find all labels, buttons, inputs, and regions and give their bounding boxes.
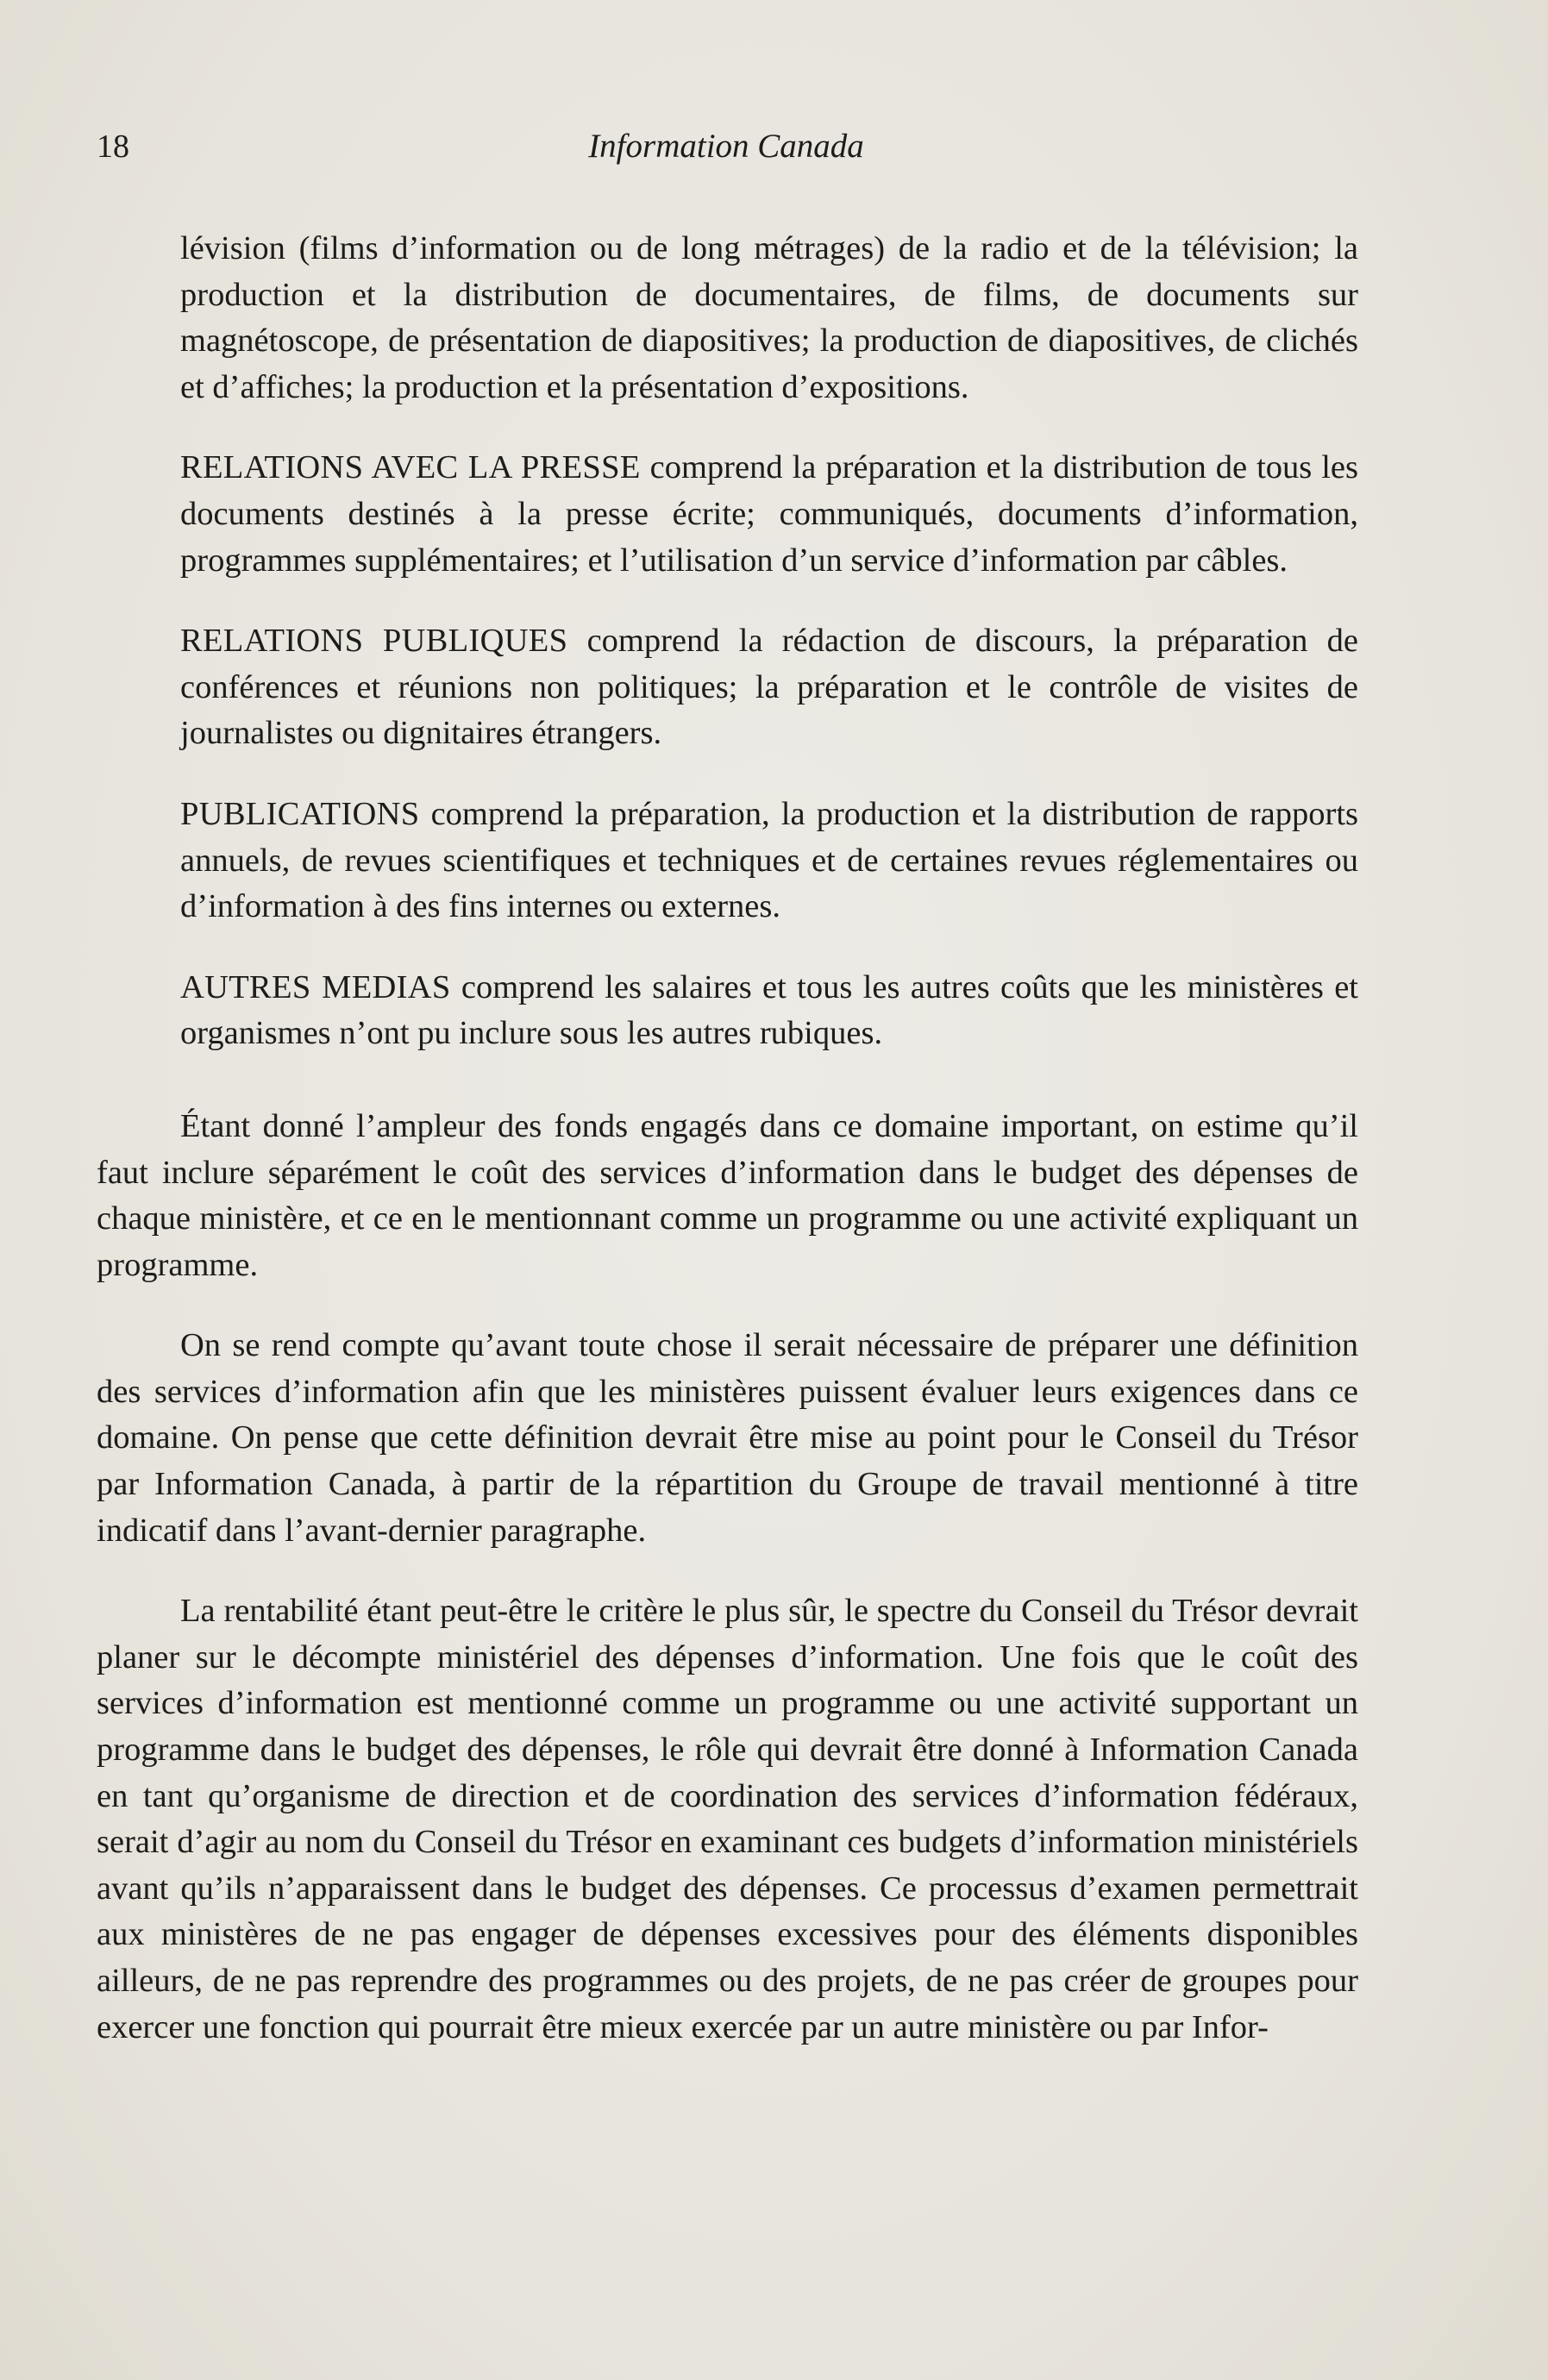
category-term: AUTRES MEDIAS (180, 968, 451, 1005)
category-term: PUBLICATIONS (180, 795, 420, 832)
category-description: comprend la préparation, la production et la distribution de rapports annuels, de revues scientifiques et techniques et de certaines revues réglementaires ou d’information à des fins internes ou externes. (180, 795, 1358, 925)
category-item (180, 618, 1358, 757)
body-paragraph: On se rend compte qu’avant toute chose il serait nécessaire de préparer une définition des services d’information afin que les ministères puissent évaluer leurs exigences dans ce domaine. On pense que cette définition devrait être mise au point pour le Conseil du Trésor par Information Canada, à partir de la répartition du Groupe de travail mentionné à titre indicatif dans l’avant-dernier paragraphe. (97, 1327, 1358, 1549)
category-term: RELATIONS AVEC LA PRESSE (180, 449, 641, 486)
category-item (180, 965, 1358, 1057)
category-list (97, 226, 1358, 1057)
category-description: comprend les salaires et tous les autres coûts que les ministères et organismes n’ont pu inclure sous les autres rubiques. (180, 968, 1358, 1052)
body-paragraph: Étant donné l’ampleur des fonds engagés dans ce domaine important, on estime qu’il faut inclure séparément le coût des services d’information dans le budget des dépenses de chaque ministère, et ce en le mentionnant comme un programme ou une activité expliquant un programme. (97, 1107, 1358, 1283)
category-item (180, 445, 1358, 584)
category-item (180, 792, 1358, 930)
running-title: Information Canada (588, 128, 864, 165)
category-term: RELATIONS PUBLIQUES (180, 623, 568, 660)
body-paragraph: La rentabilité étant peut-être le critère le plus sûr, le spectre du Conseil du Trésor devrait planer sur le décompte ministériel des dépenses d’information. Une fois que le coût des services d’information est mentionné comme un programme ou une activité supportant un programme dans le budget des dépenses, le rôle qui devrait être donné à Information Canada en tant qu’organisme de direction et de coordination des services d’information fédéraux, serait d’agir au nom du Conseil du Trésor en examinant ces budgets d’information ministériels avant qu’ils n’apparaissent dans le budget des dépenses. Ce processus d’examen permettrait aux ministères de ne pas engager de dépenses excessives pour des éléments disponibles ailleurs, de ne pas reprendre des programmes ou des projets, de ne pas créer de groupes pour exercer une fonction qui pourrait être mieux exercée par un autre ministère ou par Infor- (97, 1593, 1358, 2045)
page-header (97, 125, 1356, 177)
page-number: 18 (97, 128, 129, 165)
category-description: comprend la rédaction de discours, la préparation de conférences et réunions non politiques; la préparation et le contrôle de visites de journalistes ou dignitaires étrangers. (180, 623, 1358, 752)
category-description: comprend la préparation et la distribution de tous les documents destinés à la presse écrite; communiqués, documents d’information, programmes supplémentaires; et l’utilisation d’un service d’information par câbles. (180, 449, 1359, 579)
continuation-paragraph: lévision (films d’information ou de long métrages) de la radio et de la télévision; la production et la distribution de documentaires, de films, de documents sur magnétoscope, de présentation de diapositives; la production de diapositives, de clichés et d’affiches; la production et la présentation d’expositions. (180, 230, 1358, 405)
body-text (97, 226, 1358, 2051)
